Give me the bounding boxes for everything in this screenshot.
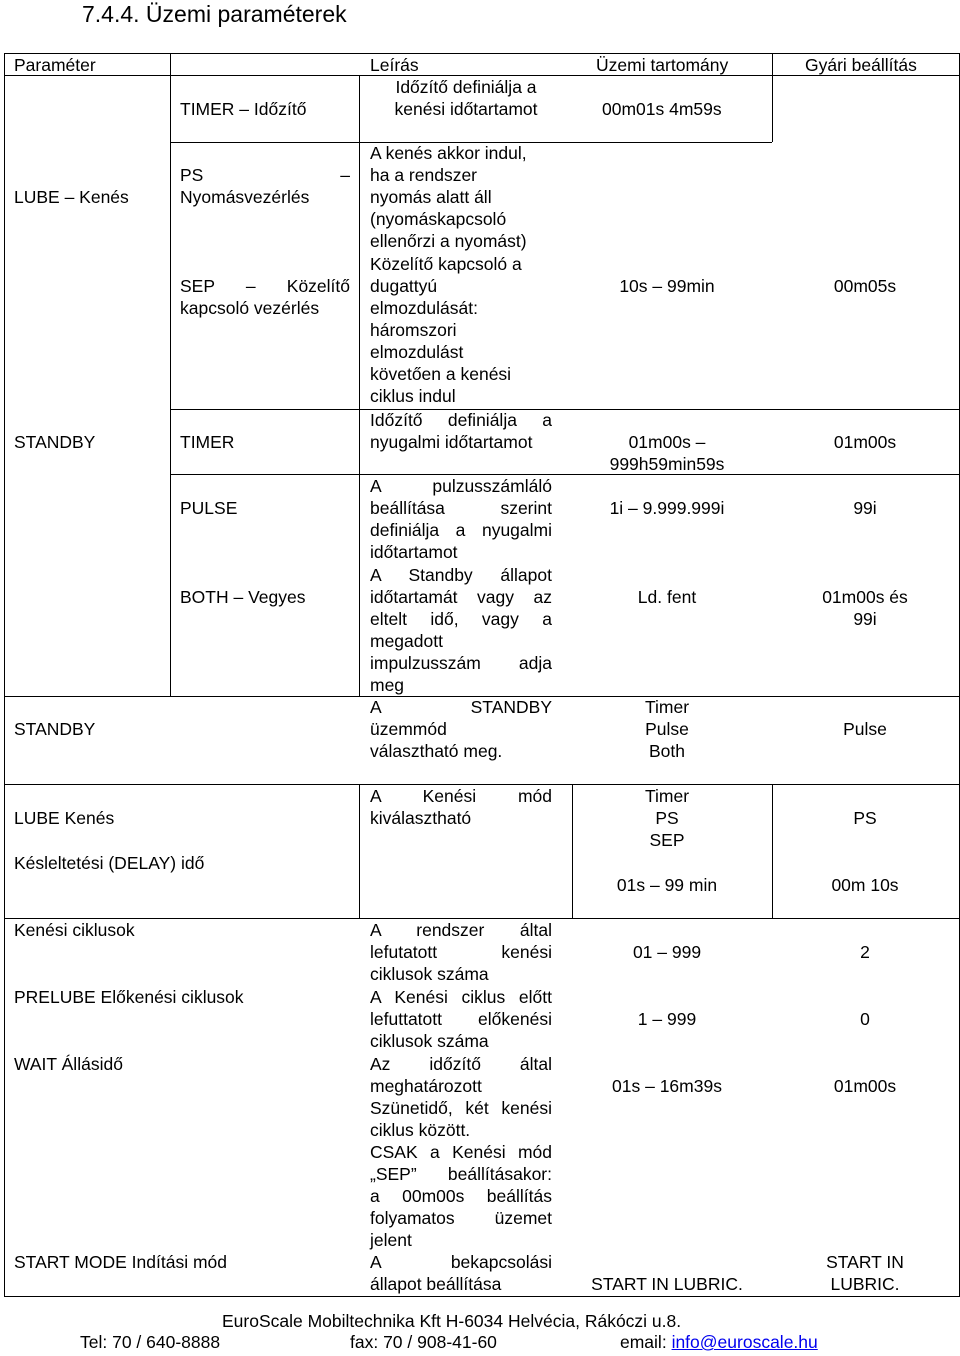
start-mode-desc-1: A bekapcsolási bbox=[370, 1252, 552, 1272]
cycles-range: 01 – 999 bbox=[632, 942, 702, 962]
lube-sep-name-2: kapcsoló vezérlés bbox=[180, 298, 320, 318]
lube-ps-desc-5: ellenőrzi a nyomást) bbox=[370, 231, 527, 251]
wait-factory: 01m00s bbox=[833, 1076, 897, 1096]
cycles-desc-1: A rendszer által bbox=[370, 920, 552, 940]
rule-desc bbox=[359, 75, 360, 696]
standby-mode-range-1: Timer bbox=[644, 697, 690, 717]
standby-both-desc-6: meg bbox=[370, 675, 405, 695]
footer-tel: Tel: 70 / 640-8888 bbox=[80, 1332, 221, 1352]
lube-mode-desc-1: A Kenési mód bbox=[370, 786, 552, 806]
header-parameter: Paraméter bbox=[14, 55, 96, 75]
standby-timer-desc-1: Időzítő definiálja a bbox=[370, 410, 552, 430]
standby-mode-range-2: Pulse bbox=[645, 719, 689, 739]
standby-timer-name: TIMER bbox=[180, 432, 235, 452]
cycles-desc-3: ciklusok száma bbox=[370, 964, 489, 984]
lube-sep-desc-1: Közelítő kapcsoló a bbox=[370, 254, 522, 274]
standby-timer-range-2: 999h59min59s bbox=[609, 454, 725, 474]
standby-pulse-range: 1i – 9.999.999i bbox=[609, 498, 725, 518]
wait-desc-7: a 00m00s beállítás bbox=[370, 1186, 552, 1206]
wait-desc-3: Szünetidő, két kenési bbox=[370, 1098, 552, 1118]
standby-label: STANDBY bbox=[14, 432, 96, 452]
lube-factory: 00m05s bbox=[833, 276, 897, 296]
lube-sep-desc-3: elmozdulását: bbox=[370, 298, 478, 318]
cycles-factory: 2 bbox=[860, 942, 870, 962]
rule-standby-timer-bottom bbox=[170, 474, 960, 475]
footer-email-link[interactable]: info@euroscale.hu bbox=[671, 1332, 818, 1352]
standby-both-name: BOTH – Vegyes bbox=[180, 587, 306, 607]
lube-ps-desc-4: (nyomáskapcsoló bbox=[370, 209, 507, 229]
footer-email-label: email: bbox=[620, 1332, 667, 1352]
standby-both-desc-3: eltelt idő, vagy a bbox=[370, 609, 552, 629]
lube-timer-desc-1: Időzítő definiálja a bbox=[395, 77, 537, 97]
wait-desc-6: „SEP” beállításakor: bbox=[370, 1164, 552, 1184]
standby-mode-range-3: Both bbox=[649, 741, 685, 761]
rule-table-bottom bbox=[4, 1296, 960, 1297]
prelube-range: 1 – 999 bbox=[637, 1009, 697, 1029]
delay-label: Késleltetési (DELAY) idő bbox=[14, 853, 205, 873]
standby-both-range: Ld. fent bbox=[637, 587, 697, 607]
standby-pulse-desc-4: időtartamot bbox=[370, 542, 458, 562]
standby-mode-factory: Pulse bbox=[843, 719, 887, 739]
standby-pulse-name: PULSE bbox=[180, 498, 238, 518]
lube-label: LUBE – Kenés bbox=[14, 187, 129, 207]
standby-mode-desc-2: üzemmód bbox=[370, 719, 447, 739]
footer-company: EuroScale Mobiltechnika Kft H-6034 Helvécia, Rákóczi u.8. bbox=[222, 1311, 682, 1331]
lube-timer-name: TIMER – Időzítő bbox=[180, 99, 307, 119]
lube-range: 10s – 99min bbox=[619, 276, 715, 296]
lube-ps-desc-2: ha a rendszer bbox=[370, 165, 478, 185]
standby-mode-label: STANDBY bbox=[14, 719, 96, 739]
rule-lube-bottom bbox=[170, 409, 960, 410]
lube-sep-desc-6: követően a kenési bbox=[370, 364, 512, 384]
standby-both-desc-5: impulzusszám adja bbox=[370, 653, 552, 673]
section-title: 7.4.4. Üzemi paraméterek bbox=[82, 1, 347, 27]
lube-sep-desc-5: elmozdulást bbox=[370, 342, 464, 362]
wait-range: 01s – 16m39s bbox=[612, 1076, 722, 1096]
wait-desc-2: meghatározott bbox=[370, 1076, 482, 1096]
lube-sep-name-1: SEP – Közelítő bbox=[180, 276, 350, 296]
delay-factory: 00m 10s bbox=[831, 875, 899, 895]
prelube-desc-2: lefuttatott előkenési bbox=[370, 1009, 552, 1029]
rule-subparam bbox=[170, 53, 171, 696]
standby-mode-desc-1: A STANDBY bbox=[370, 697, 552, 717]
standby-pulse-factory: 99i bbox=[853, 498, 877, 518]
prelube-factory: 0 bbox=[860, 1009, 870, 1029]
standby-pulse-desc-1: A pulzusszámláló bbox=[370, 476, 552, 496]
standby-mode-desc-3: választható meg. bbox=[370, 741, 503, 761]
standby-both-factory-1: 01m00s és bbox=[822, 587, 908, 607]
lube-mode-desc-2: kiválasztható bbox=[370, 808, 472, 828]
wait-desc-5: CSAK a Kenési mód bbox=[370, 1142, 552, 1162]
wait-desc-8: folyamatos üzemet bbox=[370, 1208, 552, 1228]
standby-timer-desc-2: nyugalmi időtartamot bbox=[370, 432, 533, 452]
standby-pulse-desc-2: beállítása szerint bbox=[370, 498, 552, 518]
start-mode-label: START MODE Indítási mód bbox=[14, 1252, 227, 1272]
lube-sep-desc-7: ciklus indul bbox=[370, 386, 456, 406]
standby-pulse-desc-3: definiálja a nyugalmi bbox=[370, 520, 552, 540]
standby-both-factory-2: 99i bbox=[853, 609, 877, 629]
cycles-desc-2: lefutatott kenési bbox=[370, 942, 552, 962]
prelube-label: PRELUBE Előkenési ciklusok bbox=[14, 987, 244, 1007]
header-factory: Gyári beállítás bbox=[805, 55, 917, 75]
lube-mode-label: LUBE Kenés bbox=[14, 808, 115, 828]
rule-left bbox=[4, 53, 5, 1296]
start-mode-factory-2: LUBRIC. bbox=[830, 1274, 900, 1294]
footer-email bbox=[620, 1331, 818, 1353]
prelube-desc-3: ciklusok száma bbox=[370, 1031, 489, 1051]
footer-fax: fax: 70 / 908-41-60 bbox=[350, 1332, 497, 1352]
lube-mode-range-2: PS bbox=[655, 808, 679, 828]
wait-label: WAIT Állásidő bbox=[14, 1054, 123, 1074]
rule-factory-top bbox=[772, 53, 773, 142]
standby-timer-range-1: 01m00s – bbox=[628, 432, 706, 452]
standby-both-desc-1: A Standby állapot bbox=[370, 565, 552, 585]
header-range: Üzemi tartomány bbox=[596, 55, 729, 75]
prelube-desc-1: A Kenési ciklus előtt bbox=[370, 987, 552, 1007]
standby-timer-factory: 01m00s bbox=[833, 432, 897, 452]
wait-desc-4: ciklus között. bbox=[370, 1120, 471, 1140]
start-mode-range: START IN LUBRIC. bbox=[591, 1274, 743, 1294]
lube-mode-range-3: SEP bbox=[649, 830, 685, 850]
lube-ps-desc-3: nyomás alatt áll bbox=[370, 187, 492, 207]
lube-mode-factory: PS bbox=[853, 808, 877, 828]
cycles-label: Kenési ciklusok bbox=[14, 920, 135, 940]
lube-ps-name-1: PS – bbox=[180, 165, 350, 185]
lube-sep-desc-4: háromszori bbox=[370, 320, 457, 340]
delay-range: 01s – 99 min bbox=[616, 875, 718, 895]
start-mode-factory-1: START IN bbox=[826, 1252, 904, 1272]
standby-both-desc-2: időtartamát vagy az bbox=[370, 587, 552, 607]
rule-desc-lower bbox=[359, 784, 360, 918]
wait-desc-1: Az időzítő által bbox=[370, 1054, 552, 1074]
lube-mode-range-1: Timer bbox=[644, 786, 690, 806]
lube-sep-desc-2: dugattyú bbox=[370, 276, 438, 296]
lube-timer-range: 00m01s 4m59s bbox=[602, 99, 722, 119]
wait-desc-9: jelent bbox=[370, 1230, 412, 1250]
lube-ps-desc-1: A kenés akkor indul, bbox=[370, 143, 527, 163]
lube-ps-name-2: Nyomásvezérlés bbox=[180, 187, 310, 207]
lube-timer-desc-2: kenési időtartamot bbox=[394, 99, 538, 119]
rule-factory-lower bbox=[772, 784, 773, 918]
start-mode-desc-2: állapot beállítása bbox=[370, 1274, 502, 1294]
standby-both-desc-4: megadott bbox=[370, 631, 443, 651]
header-description: Leírás bbox=[370, 55, 419, 75]
